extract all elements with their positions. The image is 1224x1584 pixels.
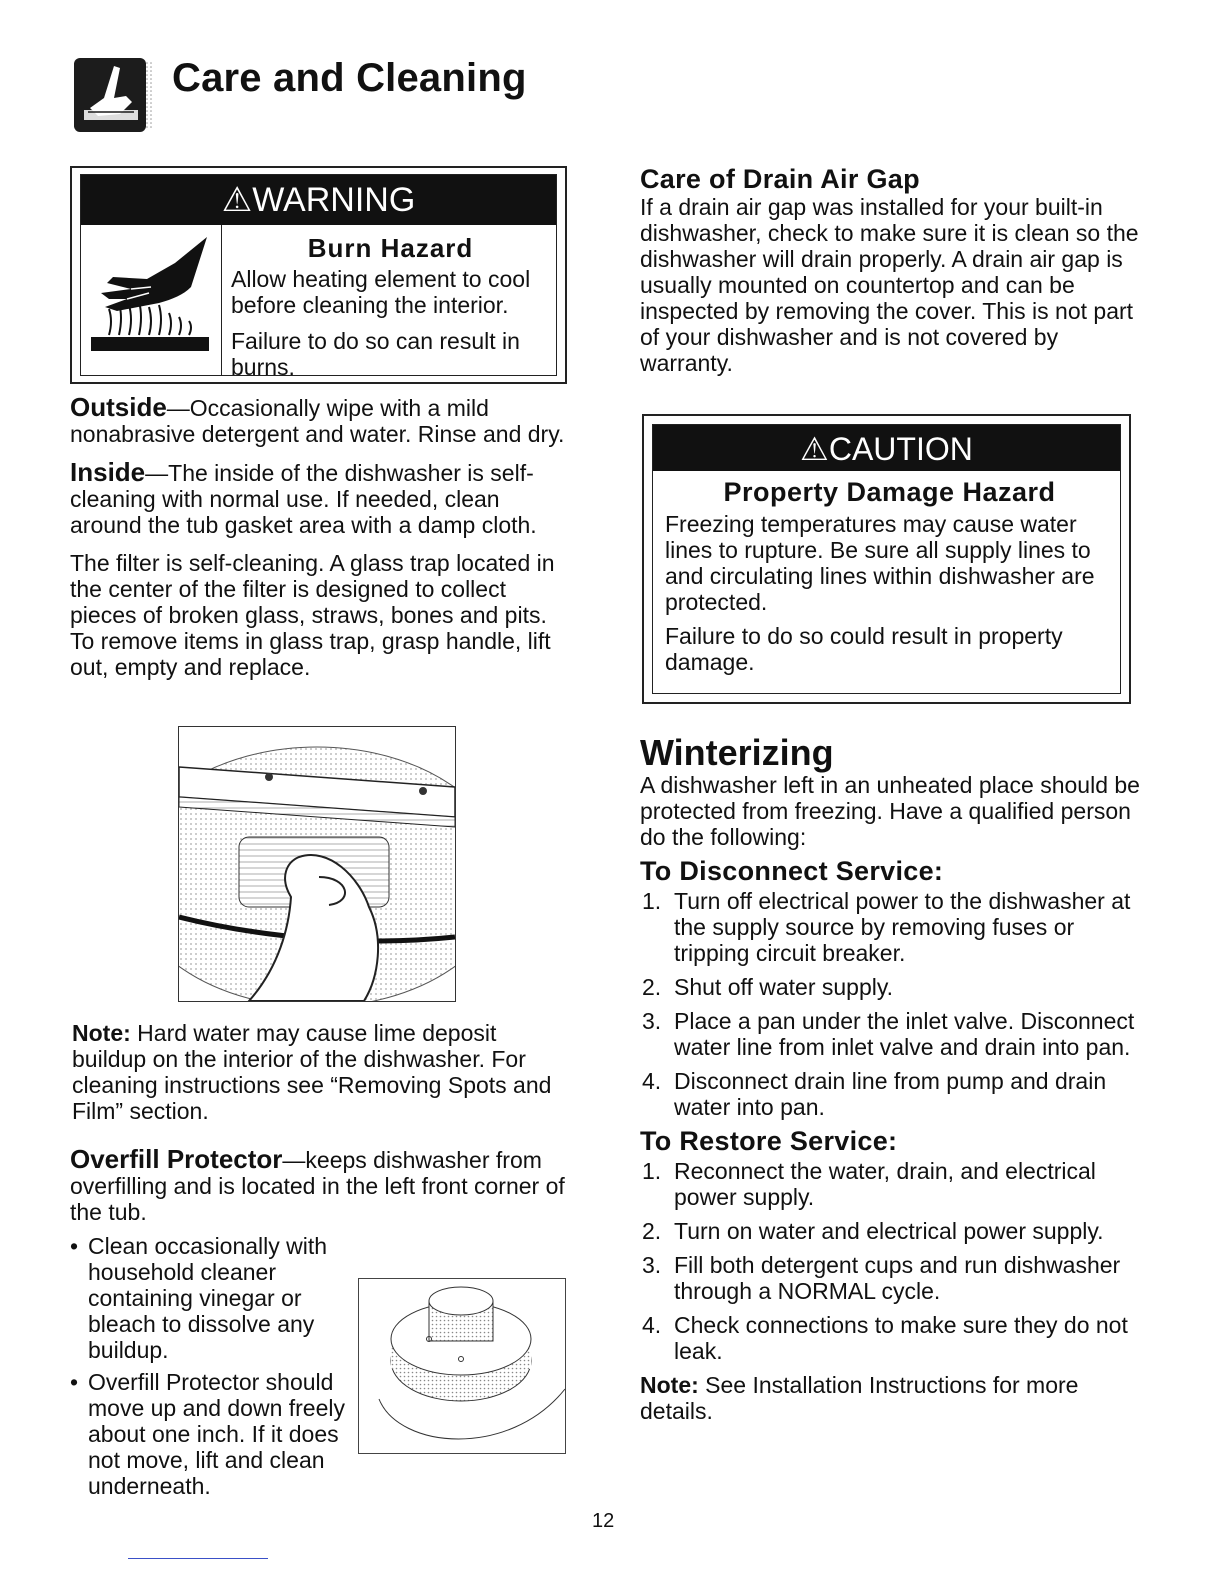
caution-line: Failure to do so could result in property damage. (665, 623, 1063, 675)
list-item: • Overfill Protector should move up and down freely about one inch. If it does not move, lift and clean underneath. (70, 1369, 345, 1499)
warning-divider (221, 225, 222, 375)
drain-air-gap-title: Care of Drain Air Gap (640, 164, 920, 194)
inside-paragraph (70, 459, 570, 538)
outside-lead: Outside (70, 392, 167, 422)
overfill-lead: Overfill Protector (70, 1144, 283, 1174)
list-item: • Clean occasionally with household cleaner containing vinegar or bleach to dissolve any buildup. (70, 1233, 328, 1363)
inside-lead: Inside (70, 457, 146, 487)
overfill-text: —keeps dishwasher from overfilling and is located in the left front corner of the tub. (70, 1147, 565, 1225)
warning-line: Allow heating element to cool before cleaning the interior. (231, 266, 531, 318)
list-item: 1. Reconnect the water, drain, and electrical power supply. (642, 1158, 1096, 1210)
warning-banner-label: WARNING (252, 181, 416, 219)
disconnect-title: To Disconnect Service: (640, 856, 944, 886)
list-item: 4. Check connections to make sure they do not leak. (642, 1312, 1128, 1364)
note-text: Hard water may cause lime deposit buildup on the interior of the dishwasher. For cleaning instructions see “Removing Spots and Film” section. (72, 1020, 552, 1124)
caution-text (665, 479, 1114, 683)
list-item: 2. Turn on water and electrical power supply. (642, 1218, 1104, 1244)
footer-rule (128, 1558, 268, 1559)
list-item: 1. Turn off electrical power to the dishwasher at the supply source by removing fuses or tripping circuit breaker. (642, 888, 1131, 966)
winterizing-title: Winterizing (640, 732, 834, 773)
filter-paragraph: The filter is self-cleaning. A glass trap located in the center of the filter is designed to collect pieces of broken glass, straws, bones and pits. To remove items in glass trap, grasp handle, lift out, empty and replace. (70, 550, 555, 680)
caution-banner-label: CAUTION (828, 431, 973, 467)
hand-over-heating-element-icon (87, 233, 217, 363)
left-column (70, 394, 570, 688)
winterizing-section (640, 732, 1140, 1432)
warning-box (70, 166, 567, 384)
winterizing-intro: A dishwasher left in an unheated place should be protected from freezing. Have a qualified person do the following: (640, 772, 1140, 850)
list-item: 3. Place a pan under the inlet valve. Disconnect water line from inlet valve and drain into pan. (642, 1008, 1135, 1060)
hazard-title: Property Damage Hazard (723, 477, 1056, 507)
page-title: Care and Cleaning (172, 56, 527, 100)
outside-text: —Occasionally wipe with a mild nonabrasive detergent and water. Rinse and dry. (70, 395, 565, 447)
warning-banner (81, 175, 556, 225)
restore-title: To Restore Service: (640, 1126, 898, 1156)
outside-paragraph (70, 394, 570, 447)
caution-line: Freezing temperatures may cause water lines to rupture. Be sure all supply lines to and circulating lines within dishwasher are protected. (665, 511, 1095, 615)
list-item: 3. Fill both detergent cups and run dishwasher through a NORMAL cycle. (642, 1252, 1121, 1304)
note-text: See Installation Instructions for more details. (640, 1372, 1079, 1424)
drain-air-gap-text: If a drain air gap was installed for your built-in dishwasher, check to make sure it is clean so the dishwasher will drain properly. A drain air gap is usually mounted on countertop and can be inspected by removing the cover. This is not part of your dishwasher and is not covered by warranty. (640, 194, 1139, 376)
hand-cleaning-icon (74, 58, 156, 134)
restore-steps (640, 1158, 1140, 1364)
bullet-icon: • (70, 1369, 79, 1395)
list-item: 4. Disconnect drain line from pump and drain water into pan. (642, 1068, 1107, 1120)
overfill-protector-illustration (358, 1278, 566, 1454)
warning-line: Failure to do so can result in burns. (231, 328, 520, 380)
note-label: Note: (640, 1372, 699, 1398)
page-number: 12 (592, 1510, 615, 1532)
note-label: Note: (72, 1020, 131, 1046)
drain-air-gap-section (640, 166, 1140, 384)
warning-text (231, 233, 550, 388)
caution-triangle-icon: ⚠ (800, 431, 829, 467)
bullet-icon: • (70, 1233, 79, 1259)
hazard-title: Burn Hazard (307, 233, 474, 263)
disconnect-steps (640, 888, 1140, 1120)
list-item: 2. Shut off water supply. (642, 974, 894, 1000)
glass-trap-illustration (178, 726, 456, 1002)
caution-banner (653, 425, 1120, 471)
inside-text: —The inside of the dishwasher is self-cleaning with normal use. If needed, clean around the tub gasket area with a damp cloth. (70, 460, 537, 538)
caution-box (642, 414, 1131, 704)
overfill-paragraph (70, 1146, 570, 1225)
note-installation (640, 1372, 1140, 1424)
note-hard-water (72, 1020, 562, 1124)
warning-triangle-icon: ⚠ (221, 181, 253, 219)
